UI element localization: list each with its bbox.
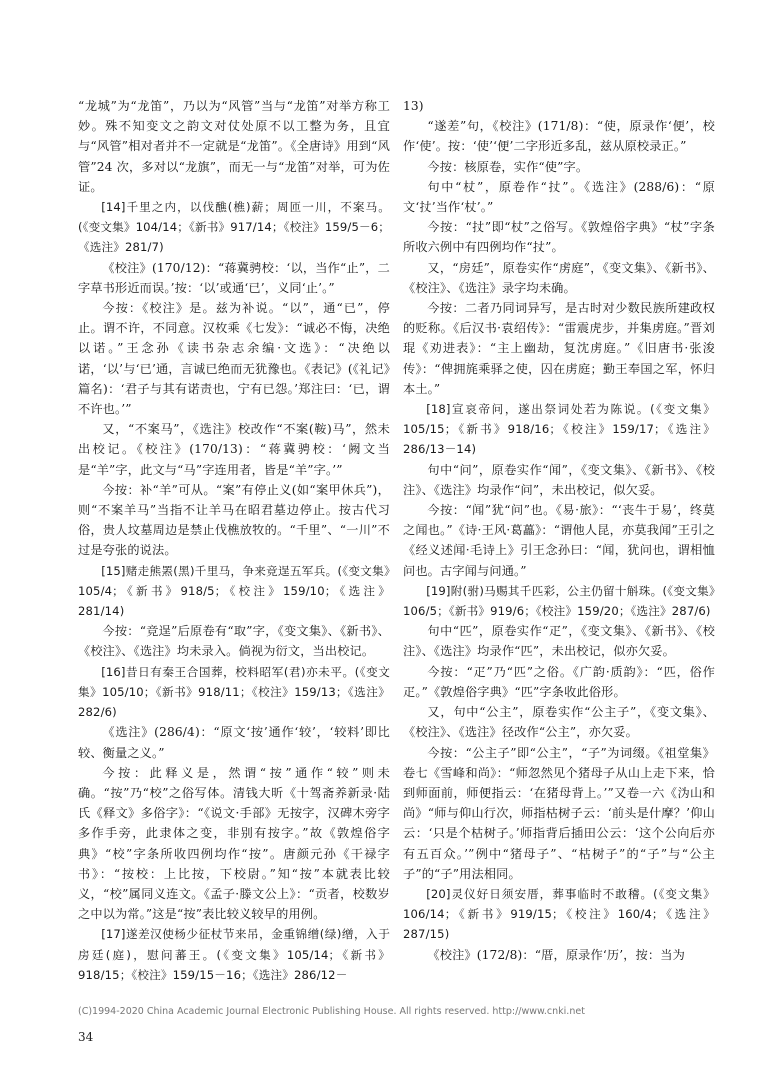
right-paragraph: 句中“杖”，原卷作“扙”。《选注》(288/6)：“原文‘扙’当作‘杖’。”: [403, 179, 715, 215]
right-paragraph: 今按：“扙”即“杖”之俗写。《敦煌俗字典》“杖”字条所收六例中有四例均作“扙”。: [403, 220, 715, 255]
left-paragraph: 又，“不案马”，《选注》校改作“不案(鞍)马”，然未出校记。《校注》(170/13)：“蒋冀骋校：‘阙文当是“羊”字，此文与“马”字连用者，皆是“羊”字。’”: [78, 422, 390, 477]
copyright-footer: (C)1994-2020 China Academic Journal Electronic Publishing House. All rights reserved. http://www.cnki.net: [78, 1006, 585, 1017]
right-paragraph: 又，“房廷”，原卷实作“虏庭”，《变文集》、《新书》、《校注》、《选注》录字均未确。: [403, 260, 715, 295]
right-paragraph: 今按：“公主子”即“公主”，“子”为词缀。《祖堂集》卷七《雪峰和尚》：“师忽然见个猪母子从山上走下来，恰到师面前，师便指云：‘在猪母背上。’”又卷一六《沩山和尚》“师与仰山行次，师指枯树子云：‘前头是什摩？’仰山云：‘只是个枯树子。’师指背后插田公云：‘这个公向后亦有五百众。’”例中“猪母子”、“枯树子”的“子”与“公主子”的“子”用法相同。: [403, 745, 715, 881]
left-quoted-line: [15]赌走熊罴(黑)千里马，争来竞逞五军兵。(《变文集》105/4；《新书》918/5；《校注》159/10；《选注》281/14): [78, 563, 390, 619]
right-paragraph: 又，句中“公主”，原卷实作“公主子”，《变文集》、《校注》、《选注》径改作“公主”，亦欠妥。: [403, 705, 715, 740]
page-number: 34: [78, 1030, 94, 1044]
left-quoted-line: [16]昔日有秦王合国葬，校料昭军(君)亦未平。(《变文集》105/10；《新书》918/11；《校注》159/13；《选注》282/6): [78, 664, 390, 720]
right-column: [403, 96, 715, 965]
left-quoted-line: [14]千里之内，以伐醮(樵)薪；周匝一川，不案马。(《变文集》104/14；《新书》917/14；《校注》159/5－6；《选注》281/7): [78, 200, 390, 255]
right-paragraph: 今按：核原卷，实作“使”字。: [427, 159, 589, 174]
left-paragraph: 今按：“竞逞”后原卷有“取”字，《变文集》、《新书》、《校注》、《选注》均未录入。倘视为衍文，当出校记。: [78, 624, 390, 659]
left-paragraph: “龙城”为“龙笛”，乃以为“风管”当与“龙笛”对举方称工妙。殊不知变文之韵文对仗处原不以工整为务，且宜与“风管”相对者并不一定就是“龙笛”。《全唐诗》用到“风管”24 次，多对以“龙旗”，而无一与“龙笛”对举，可为佐证。: [78, 99, 390, 194]
right-paragraph: “遂差”句，《校注》(171/8)：“使，原录作‘便’，校作‘使’。按：‘使’‘便’二字形近多乱，兹从原校录正。”: [403, 119, 715, 154]
right-paragraph: 今按：二者乃同词异写，是古时对少数民族所建政权的贬称。《后汉书·袁绍传》：“雷震虎步，并集虏庭。”晋刘琨《劝进表》：“主上幽劫，复沈虏庭。”《旧唐书·张浚传》：“俾拥旄乘驿之使，囚在虏庭；勤王奉国之军，怀归本土。”: [403, 301, 715, 396]
right-quoted-line: [19]附(驸)马赐其千匹彩，公主仍留十斛珠。(《变文集》106/5；《新书》919/6；《校注》159/20；《选注》287/6): [403, 583, 715, 619]
left-paragraph: 《校注》(170/12)：“蒋冀骋校：‘以，当作“止”，二字草书形近而误。’按：‘以’或通‘已’，义同‘止’。”: [78, 260, 390, 295]
right-quoted-line: [18]宣哀帝问，遂出祭词处若为陈说。(《变文集》105/15；《新书》918/16；《校注》159/17；《选注》286/13－14): [403, 402, 715, 457]
left-paragraph: 《选注》(286/4)：“原文‘按’通作‘较’，‘较料’即比较、衡量之义。”: [78, 725, 390, 760]
left-column: [78, 96, 390, 985]
right-paragraph: 《校注》(172/8)：“厝，原录作‘历’，按：当为: [427, 947, 685, 962]
right-paragraph: 今按：“疋”乃“匹”之俗。《广韵·质韵》：“匹，俗作疋。”《敦煌俗字典》“匹”字条收此俗形。: [403, 664, 715, 699]
right-paragraph: 今按：“闻”犹“问”也。《易·旅》：“‘丧牛于易’，终莫之闻也。”《诗·王风·葛藟》：“谓他人昆，亦莫我闻”王引之《经义述闻·毛诗上》引王念孙曰：“闻，犹问也，谓相恤问也。古字闻与问通。”: [403, 503, 715, 578]
right-paragraph: 13): [403, 99, 424, 113]
right-paragraph: 句中“问”，原卷实作“闻”，《变文集》、《新书》、《校注》、《选注》均录作“问”，未出校记，似欠妥。: [403, 462, 715, 497]
left-paragraph: 今按：补“羊”可从。“案”有停止义(如“案甲休兵”)，则“不案羊马”当指不让羊马在昭君墓边停止。按古代习俗，贵人坟墓周边是禁止伐樵放牧的。“千里”、“一川”不过是夸张的说法。: [78, 482, 390, 558]
left-paragraph: 今按：此释义是，然谓“按”通作“较”则未确。“按”乃“校”之俗写体。清钱大昕《十驾斋养新录·陆氏《释文》多俗字》：“《说文·手部》无按字，汉碑木旁字多作手旁，此隶体之变，非别有按字。”故《敦煌俗字典》“校”字条所收四例均作“按”。唐颜元孙《干禄字书》：“按校：上比按，下校尉。”知“按”本就表比较义，“校”属同义连文。《孟子·滕文公上》：“贡者，校数岁之中以为常。”这是“按”表比较义较早的用例。: [78, 765, 390, 922]
right-quoted-line: [20]灵仪好日须安厝，葬事临时不敢稽。(《变文集》106/14；《新书》919/15；《校注》160/4；《选注》287/15): [403, 886, 715, 942]
right-paragraph: 句中“匹”，原卷实作“疋”，《变文集》、《新书》、《校注》、《选注》均录作“匹”，未出校记，似亦欠妥。: [403, 624, 715, 659]
left-paragraph: 今按：《校注》是。兹为补说。“以”，通“已”，停止。谓不许，不同意。汉枚乘《七发》：“诚必不悔，决绝以诺。”王念孙《读书杂志余编·文选》：“决绝以诺，‘以’与‘已’通，言诚已绝而无犹豫也。《表记》(《礼记》篇名)：‘君子与其有诺责也，宁有已怨。’郑注曰：‘已，谓不许也。’”: [78, 301, 390, 417]
left-quoted-line: [17]遂差汉使杨少征杖节来吊，金重锦缯(绿)缯，入于房廷(庭)，慰问蕃王。(《变文集》105/14；《新书》918/15；《校注》159/15－16；《选注》286/12－: [78, 927, 390, 982]
